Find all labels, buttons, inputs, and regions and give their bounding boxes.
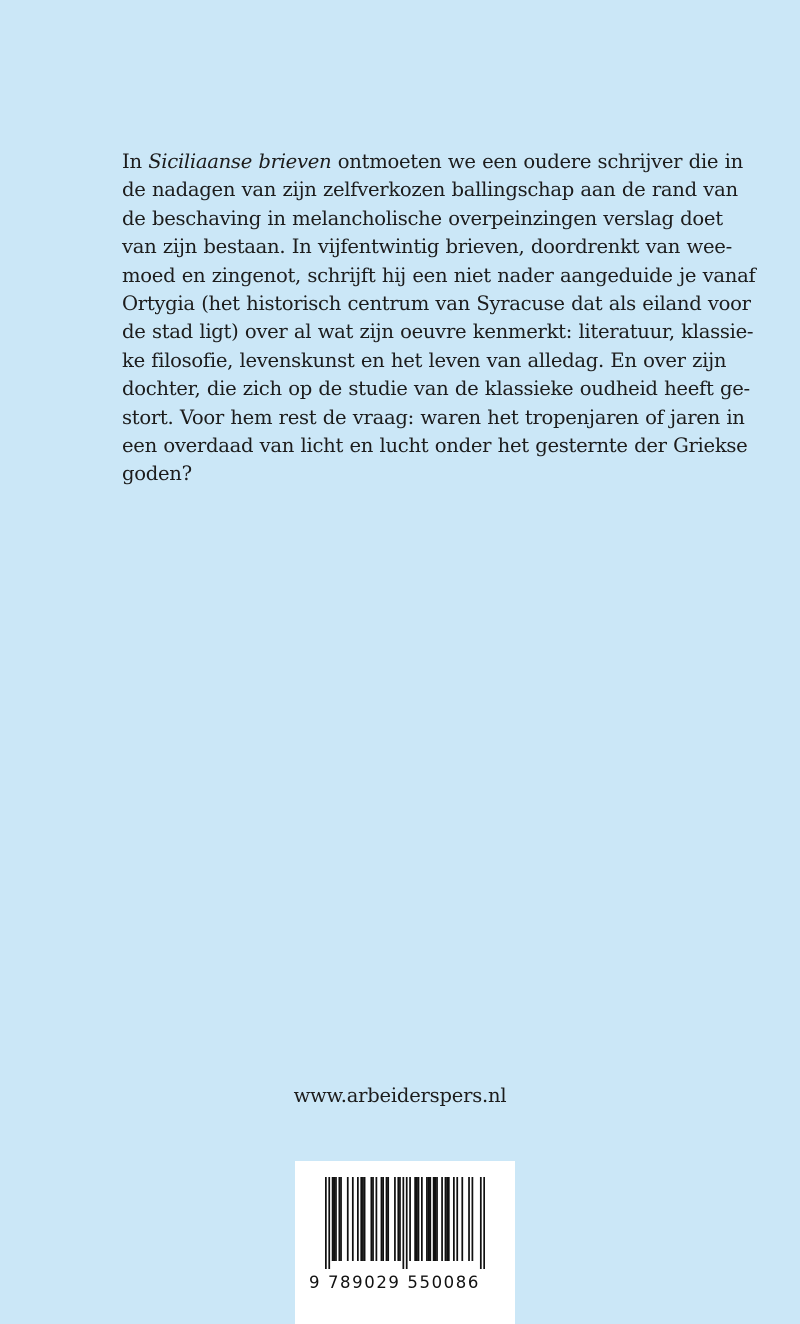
- barcode-bar: [360, 1177, 362, 1261]
- barcode-guard-bar: [328, 1177, 330, 1269]
- barcode-bar: [433, 1177, 435, 1261]
- barcode-guard-bar: [483, 1177, 485, 1269]
- blurb-line: dochter, die zich op de studie van de klassieke oudheid heeft ge-: [122, 377, 750, 401]
- blurb-line: ke filosofie, levenskunst en het leven van alledag. En over zijn: [122, 348, 727, 372]
- barcode-bar: [453, 1177, 455, 1261]
- barcode-bar: [372, 1177, 374, 1261]
- barcode-bar: [364, 1177, 366, 1261]
- barcode-bar: [370, 1177, 372, 1261]
- barcode-bar: [335, 1177, 337, 1261]
- barcode-bar: [352, 1177, 354, 1261]
- barcode-bar: [456, 1177, 458, 1261]
- barcode-bar: [468, 1177, 470, 1261]
- blurb-line: Ortygia (het historisch centrum van Syracuse dat als eiland voor: [122, 292, 751, 316]
- blurb-line: goden?: [122, 462, 192, 486]
- barcode-bar: [418, 1177, 420, 1261]
- barcode-guard-bar: [325, 1177, 327, 1269]
- barcode-bar: [448, 1177, 450, 1261]
- barcode-guard-bar: [402, 1177, 404, 1269]
- barcode-bar: [436, 1177, 438, 1261]
- barcode-bar: [394, 1177, 396, 1261]
- blurb-line: de beschaving in melancholische overpeinzingen verslag doet: [122, 206, 723, 230]
- barcode-bar: [429, 1177, 431, 1261]
- barcode-bar: [362, 1177, 364, 1261]
- barcode-bar: [414, 1177, 416, 1261]
- blurb-line: stort. Voor hem rest de vraag: waren het tropenjaren of jaren in: [122, 405, 745, 429]
- barcode-bar: [434, 1177, 436, 1261]
- barcode-guard-bar: [480, 1177, 482, 1269]
- barcode-bar: [445, 1177, 447, 1261]
- barcode-bar: [399, 1177, 401, 1261]
- barcode-bar: [416, 1177, 418, 1261]
- barcode-guard-bar: [406, 1177, 408, 1269]
- blurb-line: een overdaad van licht en lucht onder het gesternte der Griekse: [122, 434, 748, 458]
- back-cover-blurb: [122, 148, 756, 489]
- blurb-line: van zijn bestaan. In vijfentwintig brieven, doordrenkt van wee-: [122, 235, 732, 259]
- barcode-bar: [376, 1177, 378, 1261]
- barcode-bar: [333, 1177, 335, 1261]
- barcode-bar: [340, 1177, 342, 1261]
- blurb-line: moed en zingenot, schrijft hij een niet nader aangeduide je vanaf: [122, 263, 756, 287]
- barcode-bar: [426, 1177, 428, 1261]
- barcode-bar: [387, 1177, 389, 1261]
- book-title-italic: Siciliaanse brieven: [148, 150, 332, 173]
- barcode-bar: [357, 1177, 359, 1261]
- barcode-bar: [332, 1177, 334, 1261]
- isbn-barcode: [325, 1177, 485, 1269]
- barcode-bar: [446, 1177, 448, 1261]
- barcode-bar: [409, 1177, 411, 1261]
- barcode-bar: [382, 1177, 384, 1261]
- barcode-bar: [421, 1177, 423, 1261]
- blurb-line: In Siciliaanse brieven ontmoeten we een oudere schrijver die in: [122, 150, 743, 173]
- barcode-bar: [441, 1177, 443, 1261]
- isbn-barcode-panel: [295, 1161, 515, 1324]
- barcode-bar: [338, 1177, 340, 1261]
- blurb-line: de nadagen van zijn zelfverkozen ballingschap aan de rand van: [122, 178, 738, 202]
- blurb-line: de stad ligt) over al wat zijn oeuvre kenmerkt: literatuur, klassie-: [122, 320, 754, 344]
- publisher-website: www.arbeiderspers.nl: [293, 1084, 507, 1107]
- barcode-bar: [386, 1177, 388, 1261]
- barcode-bar: [428, 1177, 430, 1261]
- isbn-digits: 9 789029 550086: [309, 1273, 480, 1292]
- barcode-bar: [381, 1177, 383, 1261]
- barcode-bar: [461, 1177, 463, 1261]
- barcode-bar: [397, 1177, 399, 1261]
- barcode-bar: [347, 1177, 349, 1261]
- barcode-bar: [472, 1177, 474, 1261]
